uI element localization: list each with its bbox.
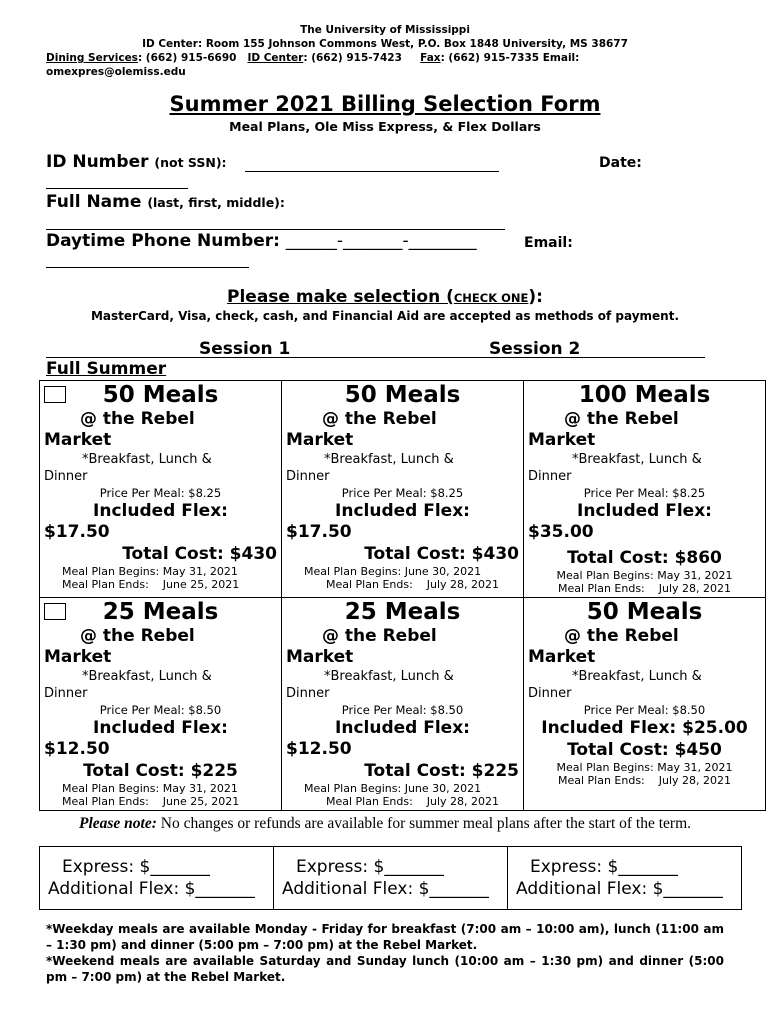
session-1-label: Session 1 (199, 339, 291, 359)
plan-cell[interactable]: 50 Meals @ the Rebel Market *Breakfast, Lunch & Dinner Price Per Meal: $8.50 Included Flex: $25.00 Total Cost: $450 Meal Plan Begins: May 31, 2021 Meal Plan Ends: July 28, 2021 (524, 598, 766, 811)
form-subtitle: Meal Plans, Ole Miss Express, & Flex Dollars (229, 119, 541, 134)
plan-checkbox[interactable] (44, 603, 66, 620)
fax-label: Fax (420, 52, 441, 64)
fax-phone: : (662) 915-7335 Email: (440, 52, 580, 64)
additional-flex-amount[interactable]: Additional Flex: $_______ (282, 879, 489, 899)
form-title: Summer 2021 Billing Selection Form (169, 92, 601, 116)
additional-flex-amount[interactable]: Additional Flex: $_______ (516, 879, 723, 899)
contact-line (46, 51, 579, 65)
express-amount[interactable]: Express: $_______ (296, 857, 444, 877)
phone-field[interactable]: ______-_______-________ (285, 231, 477, 251)
table-row (40, 381, 766, 598)
express-table (39, 846, 742, 910)
phone-label: Daytime Phone Number: ______-_______-________ (46, 231, 477, 251)
id-number-label: ID Number (not SSN): (46, 152, 227, 172)
idcenter-phone: : (662) 915-7423 (303, 52, 402, 64)
email-label: Email: (524, 235, 573, 251)
plan-cell[interactable]: 100 Meals @ the Rebel Market *Breakfast, Lunch & Dinner Price Per Meal: $8.25 Included Flex: $35.00 Total Cost: $860 Meal Plan Begins: May 31, 2021 Meal Plan Ends: July 28, 2021 (524, 381, 766, 598)
full-name-field[interactable] (46, 229, 505, 230)
table-row (40, 598, 766, 811)
refund-note: Please note: No changes or refunds are available for summer meal plans after the start of the term. (78, 815, 692, 832)
table-row (40, 847, 742, 910)
plan-checkbox[interactable] (44, 386, 66, 403)
idcenter-label: ID Center (247, 52, 304, 64)
plan-cell[interactable]: 25 Meals @ the Rebel Market *Breakfast, Lunch & Dinner Price Per Meal: $8.50 Included Flex: $12.50 Total Cost: $225 Meal Plan Begins: May 31, 2021 Meal Plan Ends: June 25, 2021 (40, 598, 282, 811)
express-amount[interactable]: Express: $_______ (530, 857, 678, 877)
express-amount[interactable]: Express: $_______ (62, 857, 210, 877)
plan-cell[interactable]: 50 Meals @ the Rebel Market *Breakfast, Lunch & Dinner Price Per Meal: $8.25 Included Flex: $17.50 Total Cost: $430 Meal Plan Begins: June 30, 2021 Meal Plan Ends: July 28, 2021 (282, 381, 524, 598)
dining-label: Dining Services (46, 52, 138, 64)
plan-cell[interactable]: 50 Meals @ the Rebel Market *Breakfast, Lunch & Dinner Price Per Meal: $8.25 Included Flex: $17.50 Total Cost: $430 Meal Plan Begins: May 31, 2021 Meal Plan Ends: June 25, 2021 (40, 381, 282, 598)
id-number-field[interactable] (245, 171, 499, 172)
meal-plan-table (39, 380, 766, 811)
express-cell[interactable] (508, 847, 742, 910)
date-field[interactable] (46, 188, 188, 189)
dining-phone: : (662) 915-6690 (137, 52, 237, 64)
weekend-meals-note: *Weekend meals are available Saturday and Sunday lunch (10:00 am – 1:30 pm) and dinner (5:00 pm – 7:00 pm) at the Rebel Market. (46, 954, 724, 984)
university-name: The University of Mississippi (300, 24, 470, 36)
full-summer-label: Full Summer (46, 359, 167, 379)
selection-title: Please make selection (CHECK ONE): (227, 287, 543, 307)
express-cell[interactable] (40, 847, 274, 910)
session-2-label: Session 2 (489, 339, 581, 359)
session-underline (46, 357, 705, 358)
additional-flex-amount[interactable]: Additional Flex: $_______ (48, 879, 255, 899)
address: ID Center: Room 155 Johnson Commons West, P.O. Box 1848 University, MS 38677 (142, 38, 628, 50)
express-cell[interactable] (274, 847, 508, 910)
weekday-meals-note: *Weekday meals are available Monday - Friday for breakfast (7:00 am – 10:00 am), lunch (11:00 am – 1:30 pm) and dinner (5:00 pm – 7:00 pm) at the Rebel Market. (46, 922, 724, 952)
full-name-label: Full Name (last, first, middle): (46, 192, 285, 212)
plan-cell[interactable]: 25 Meals @ the Rebel Market *Breakfast, Lunch & Dinner Price Per Meal: $8.50 Included Flex: $12.50 Total Cost: $225 Meal Plan Begins: June 30, 2021 Meal Plan Ends: July 28, 2021 (282, 598, 524, 811)
email-field[interactable] (46, 267, 249, 268)
contact-email: omexpres@olemiss.edu (46, 66, 186, 78)
payment-methods: MasterCard, Visa, check, cash, and Financial Aid are accepted as methods of payment. (90, 309, 680, 323)
date-label: Date: (599, 155, 642, 171)
